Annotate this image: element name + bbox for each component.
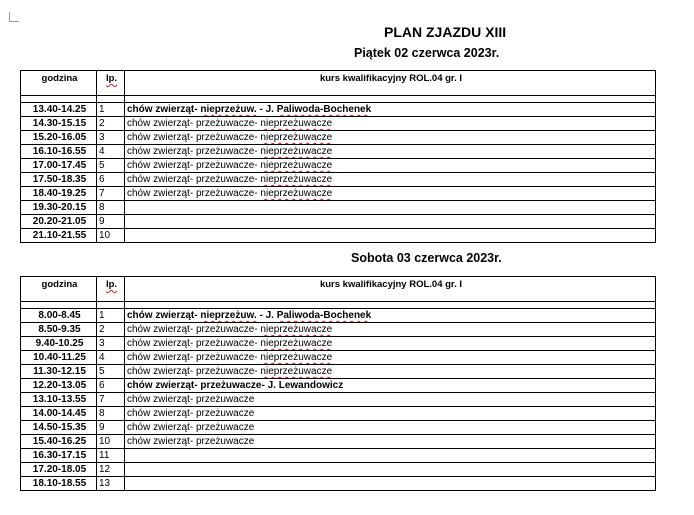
table-row bbox=[21, 393, 656, 407]
row-time: 8.50-9.35 bbox=[21, 323, 97, 337]
row-time: 12.20-13.05 bbox=[21, 379, 97, 393]
table-row bbox=[21, 435, 656, 449]
table-spacer-row bbox=[21, 302, 656, 309]
table-row bbox=[21, 323, 656, 337]
row-number: 10 bbox=[97, 229, 125, 243]
row-course: chów zwierząt- przeżuwacze- nieprzeżuwacze bbox=[125, 159, 656, 173]
row-number: 11 bbox=[97, 449, 125, 463]
table-row bbox=[21, 131, 656, 145]
row-course: chów zwierząt- nieprzeżuw. - J. Paliwoda-Bochenek bbox=[125, 103, 656, 117]
row-time: 14.00-14.45 bbox=[21, 407, 97, 421]
row-time: 11.30-12.15 bbox=[21, 365, 97, 379]
row-time: 14.50-15.35 bbox=[21, 421, 97, 435]
table-row bbox=[21, 103, 656, 117]
row-time: 18.10-18.55 bbox=[21, 477, 97, 491]
day2-heading: Sobota 03 czerwca 2023r. bbox=[351, 251, 502, 265]
row-time: 13.10-13.55 bbox=[21, 393, 97, 407]
table-header-row bbox=[21, 71, 656, 96]
row-time: 9.40-10.25 bbox=[21, 337, 97, 351]
row-number: 4 bbox=[97, 351, 125, 365]
row-time: 17.50-18.35 bbox=[21, 173, 97, 187]
page-title: PLAN ZJAZDU XIII bbox=[384, 24, 507, 40]
table-row bbox=[21, 477, 656, 491]
header-lp: lp. bbox=[97, 277, 125, 302]
row-number: 9 bbox=[97, 215, 125, 229]
row-number: 5 bbox=[97, 365, 125, 379]
row-course: chów zwierząt- przeżuwacze- nieprzeżuwacze bbox=[125, 187, 656, 201]
table-row bbox=[21, 215, 656, 229]
day1-heading: Piątek 02 czerwca 2023r. bbox=[354, 46, 500, 60]
friday-schedule-body bbox=[21, 71, 656, 243]
row-time: 13.40-14.25 bbox=[21, 103, 97, 117]
table-header-row bbox=[21, 277, 656, 302]
row-time: 15.20-16.05 bbox=[21, 131, 97, 145]
row-number: 4 bbox=[97, 145, 125, 159]
row-course bbox=[125, 477, 656, 491]
row-number: 9 bbox=[97, 421, 125, 435]
row-time: 16.30-17.15 bbox=[21, 449, 97, 463]
row-course: chów zwierząt- przeżuwacze bbox=[125, 407, 656, 421]
row-number: 3 bbox=[97, 131, 125, 145]
table-row bbox=[21, 159, 656, 173]
row-time: 17.00-17.45 bbox=[21, 159, 97, 173]
row-course: chów zwierząt- przeżuwacze- J. Lewandowicz bbox=[125, 379, 656, 393]
table-spacer-row bbox=[21, 96, 656, 103]
row-course: chów zwierząt- przeżuwacze- nieprzeżuwacze bbox=[125, 131, 656, 145]
header-lp: lp. bbox=[97, 71, 125, 96]
page-corner-mark bbox=[9, 12, 19, 22]
table-row bbox=[21, 309, 656, 323]
row-course: chów zwierząt- przeżuwacze- nieprzeżuwacze bbox=[125, 365, 656, 379]
header-course: kurs kwalifikacyjny ROL.04 gr. I bbox=[125, 277, 656, 302]
saturday-schedule-body bbox=[21, 277, 656, 491]
table-row bbox=[21, 379, 656, 393]
header-time: godzina bbox=[21, 277, 97, 302]
row-time: 14.30-15.15 bbox=[21, 117, 97, 131]
row-time: 17.20-18.05 bbox=[21, 463, 97, 477]
row-number: 5 bbox=[97, 159, 125, 173]
row-course bbox=[125, 449, 656, 463]
row-time: 15.40-16.25 bbox=[21, 435, 97, 449]
row-number: 13 bbox=[97, 477, 125, 491]
table-row bbox=[21, 337, 656, 351]
row-course: chów zwierząt- przeżuwacze- nieprzeżuwacze bbox=[125, 145, 656, 159]
row-course: chów zwierząt- przeżuwacze- nieprzeżuwacze bbox=[125, 323, 656, 337]
row-number: 10 bbox=[97, 435, 125, 449]
row-time: 21.10-21.55 bbox=[21, 229, 97, 243]
table-row bbox=[21, 351, 656, 365]
row-course: chów zwierząt- przeżuwacze- nieprzeżuwacze bbox=[125, 337, 656, 351]
table-row bbox=[21, 463, 656, 477]
row-time: 20.20-21.05 bbox=[21, 215, 97, 229]
row-time: 19.30-20.15 bbox=[21, 201, 97, 215]
row-course bbox=[125, 201, 656, 215]
row-number: 6 bbox=[97, 173, 125, 187]
table-row bbox=[21, 117, 656, 131]
table-row bbox=[21, 449, 656, 463]
row-number: 1 bbox=[97, 103, 125, 117]
row-course: chów zwierząt- przeżuwacze bbox=[125, 435, 656, 449]
row-number: 12 bbox=[97, 463, 125, 477]
row-course: chów zwierząt- przeżuwacze bbox=[125, 393, 656, 407]
row-time: 8.00-8.45 bbox=[21, 309, 97, 323]
row-course: chów zwierząt- przeżuwacze- nieprzeżuwacze bbox=[125, 351, 656, 365]
row-course: chów zwierząt- nieprzeżuw. - J. Paliwoda-Bochenek bbox=[125, 309, 656, 323]
row-time: 18.40-19.25 bbox=[21, 187, 97, 201]
row-number: 7 bbox=[97, 187, 125, 201]
table-row bbox=[21, 229, 656, 243]
row-number: 7 bbox=[97, 393, 125, 407]
row-number: 6 bbox=[97, 379, 125, 393]
saturday-schedule-table bbox=[20, 276, 656, 491]
row-course: chów zwierząt- przeżuwacze- nieprzeżuwacze bbox=[125, 173, 656, 187]
row-time: 10.40-11.25 bbox=[21, 351, 97, 365]
row-time: 16.10-16.55 bbox=[21, 145, 97, 159]
table-row bbox=[21, 421, 656, 435]
header-course: kurs kwalifikacyjny ROL.04 gr. I bbox=[125, 71, 656, 96]
row-course: chów zwierząt- przeżuwacze bbox=[125, 421, 656, 435]
row-number: 2 bbox=[97, 117, 125, 131]
row-number: 8 bbox=[97, 407, 125, 421]
row-number: 3 bbox=[97, 337, 125, 351]
row-number: 8 bbox=[97, 201, 125, 215]
row-course bbox=[125, 463, 656, 477]
header-time: godzina bbox=[21, 71, 97, 96]
friday-schedule-table bbox=[20, 70, 656, 243]
table-row bbox=[21, 187, 656, 201]
row-course: chów zwierząt- przeżuwacze- nieprzeżuwacze bbox=[125, 117, 656, 131]
row-number: 1 bbox=[97, 309, 125, 323]
row-course bbox=[125, 229, 656, 243]
table-row bbox=[21, 365, 656, 379]
table-row bbox=[21, 407, 656, 421]
row-course bbox=[125, 215, 656, 229]
table-row bbox=[21, 173, 656, 187]
table-row bbox=[21, 145, 656, 159]
row-number: 2 bbox=[97, 323, 125, 337]
table-row bbox=[21, 201, 656, 215]
